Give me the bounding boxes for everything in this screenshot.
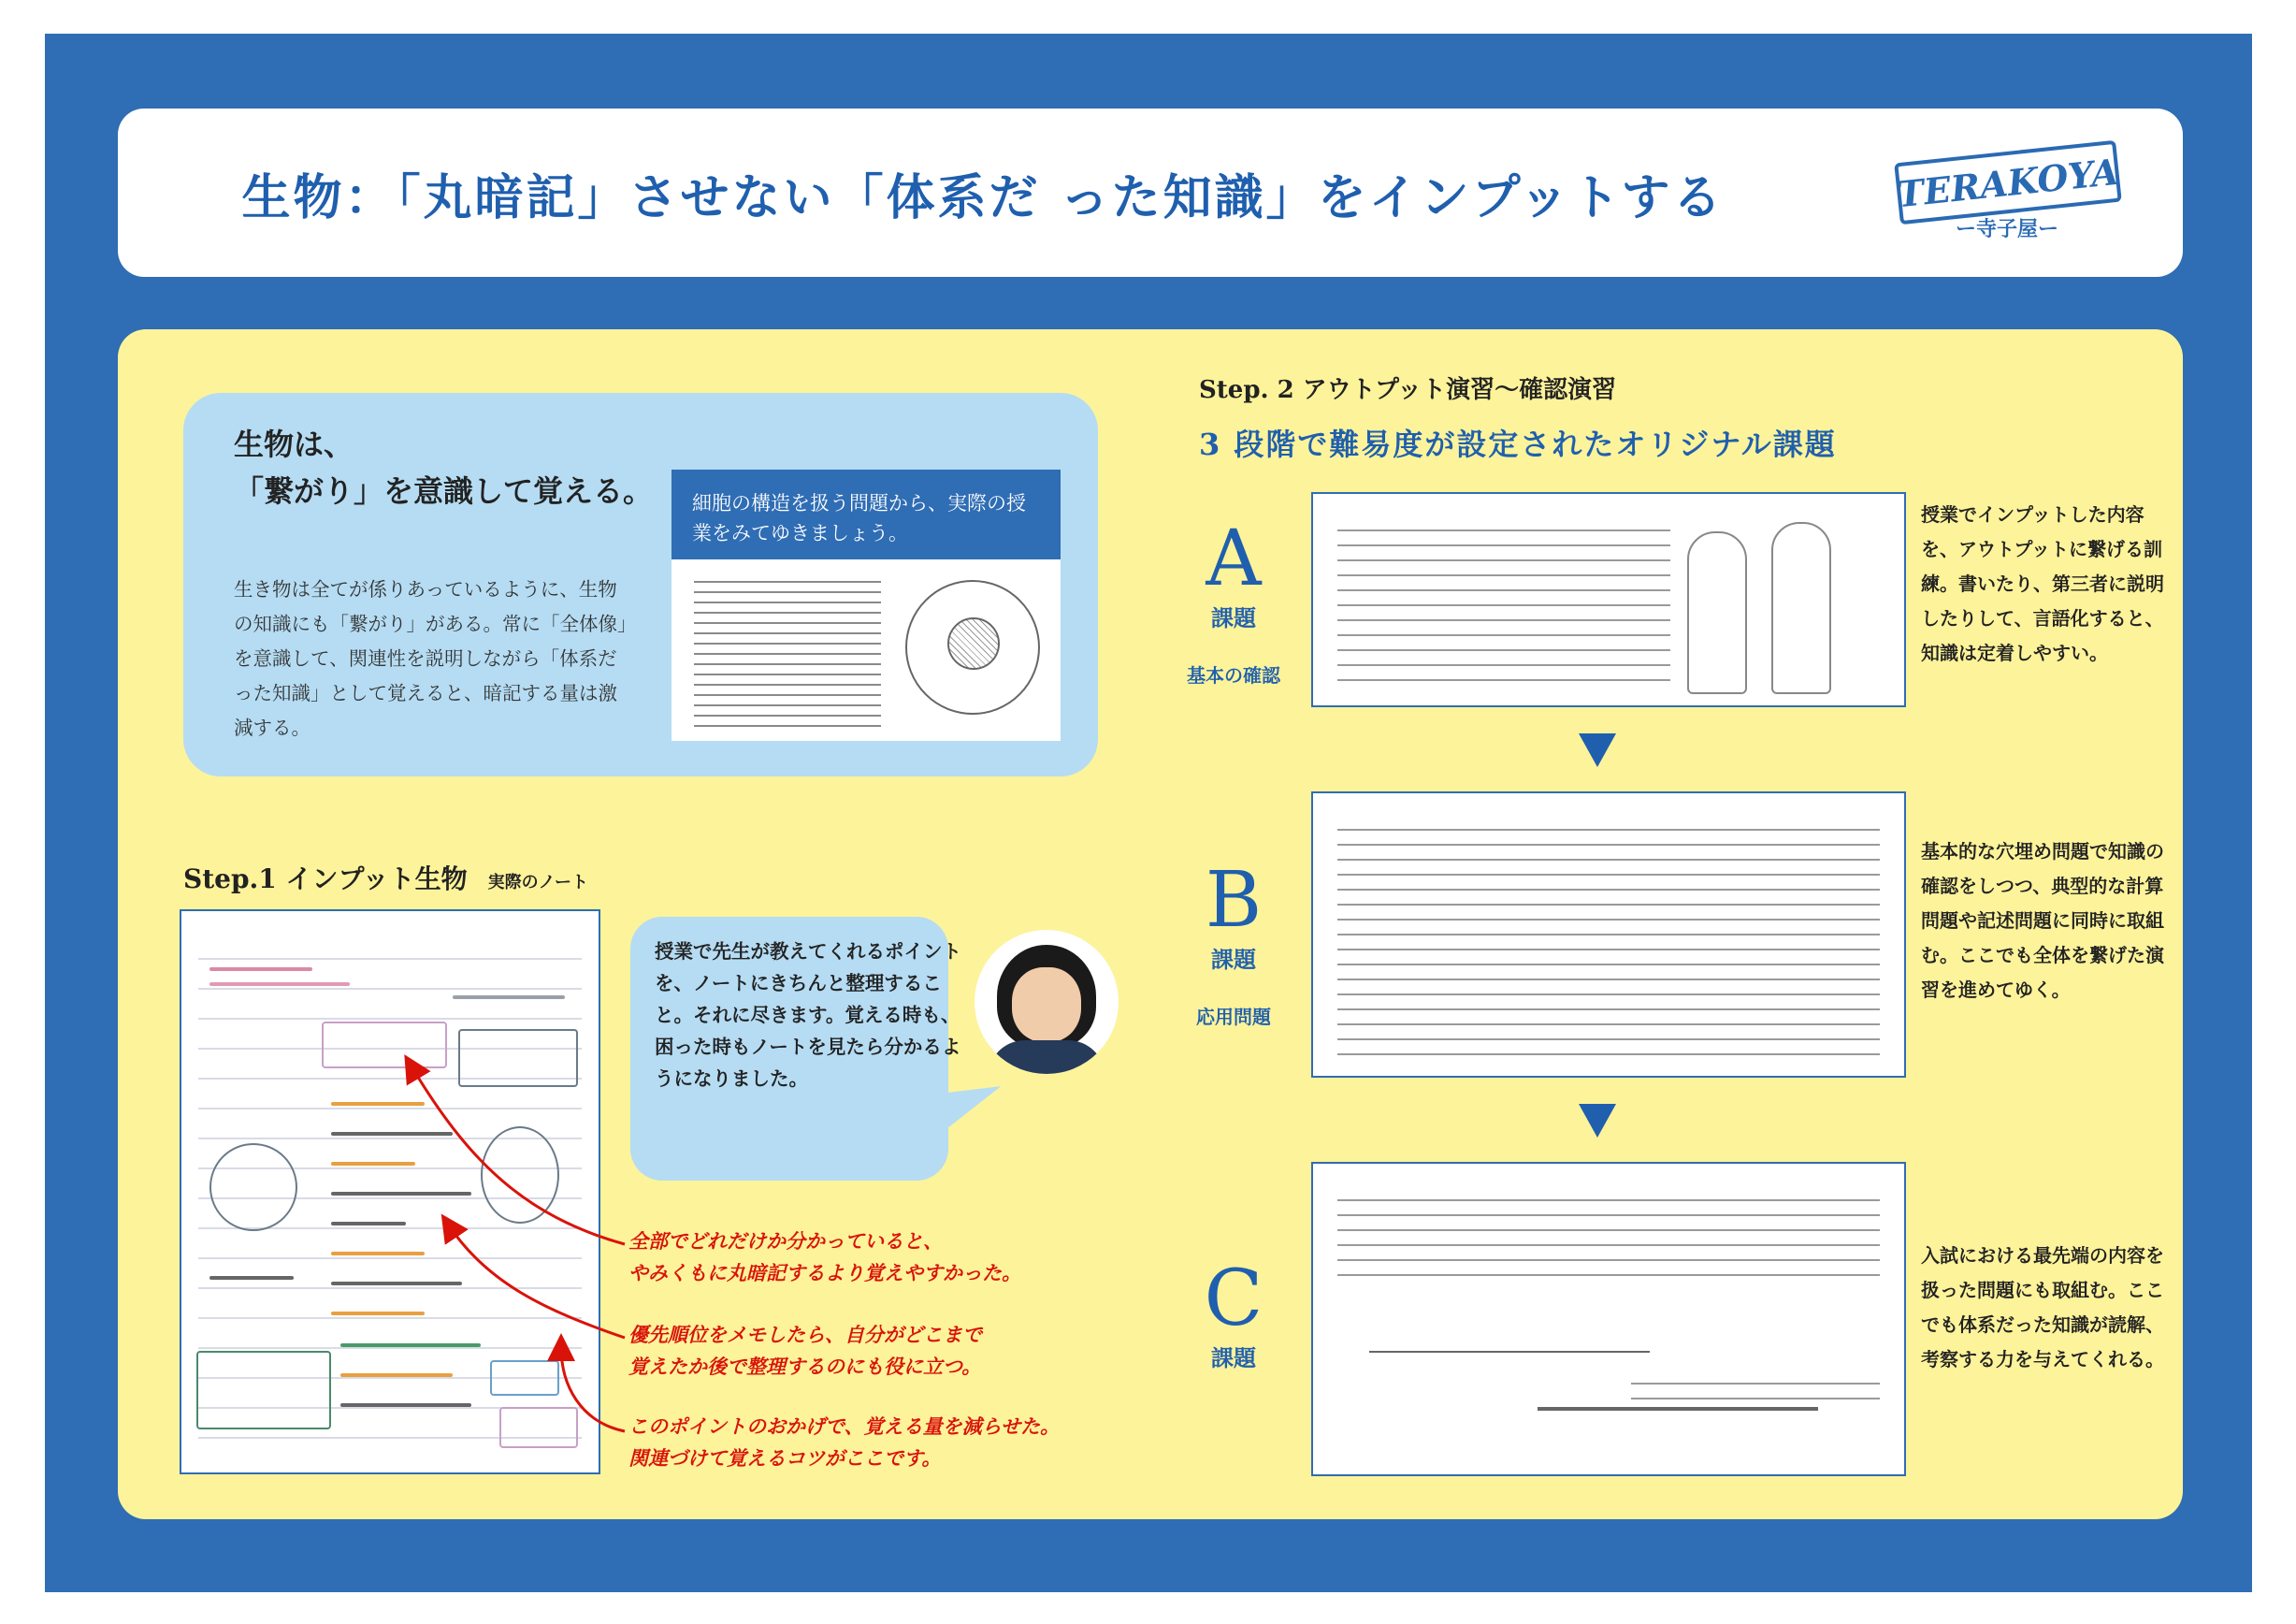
level-b-sub: 応用問題 — [1196, 1006, 1271, 1028]
intro-heading-line2: 「繋がり」を意識して覚える。 — [234, 473, 654, 509]
level-b-letter: B — [1205, 856, 1263, 945]
worksheet-c-text-image-lower — [1631, 1370, 1880, 1409]
level-b-label: 課題 — [1211, 947, 1256, 973]
step2-title: Step. 2 アウトプット演習～確認演習 — [1199, 376, 1617, 404]
worksheet-b-text-image — [1337, 816, 1880, 1055]
worksheet-b — [1311, 791, 1906, 1078]
level-a-letter: A — [1206, 515, 1262, 603]
step2-subtitle: 3 段階で難易度が設定されたオリジナル課題 — [1199, 427, 1837, 462]
level-a — [1173, 515, 1294, 688]
note-comment-1: 全部でどれだけか分かっていると、 やみくもに丸暗記するより覚えやすかった。 — [628, 1230, 1021, 1284]
worksheet-a-text-image — [1337, 516, 1670, 685]
graph-diagram-image — [1369, 1295, 1650, 1353]
neuron-diagram-image — [1538, 1407, 1818, 1411]
level-c-description: 入試における最先端の内容を扱った問題にも取組む。ここでも体系だった知識が読解、考察する力を与えてくれる。 — [1921, 1244, 2164, 1370]
logo-sub-text: ー寺子屋ー — [1955, 217, 2058, 241]
level-a-sub: 基本の確認 — [1187, 664, 1280, 687]
student-quote: 授業で先生が教えてくれるポイントを、ノートにきちんと整理すること。それに尽きます。覚える時も、困った時もノートを見たら分かるようになりました。 — [655, 940, 961, 1090]
note-comment-3: このポイントのおかげで、覚える量を減らせた。 関連づけて覚えるコツがここです。 — [628, 1415, 1060, 1470]
arrow-to-note-1 — [412, 1066, 625, 1244]
level-a-description: 授業でインプットした内容を、アウトプットに繋げる訓練。書いたり、第三者に説明したりして、言語化すると、知識は定着しやすい。 — [1921, 503, 2164, 664]
down-arrow-icon — [1579, 1104, 1616, 1138]
page-title: 生物：「丸暗記」させない「体系だ った知識」をインプットする — [241, 168, 1725, 226]
cell-card-caption: 細胞の構造を扱う問題から、実際の授業をみてゆきましょう。 — [671, 470, 1061, 559]
level-c-label: 課題 — [1211, 1345, 1256, 1371]
intro-heading-line1: 生物は、 — [234, 427, 354, 462]
level-b-description: 基本的な穴埋め問題で知識の確認をしつつ、典型的な計算問題や記述問題に同時に取組む。ここでも全体を繋げた演習を進めてゆく。 — [1921, 840, 2164, 1001]
down-arrow-icon — [1579, 733, 1616, 767]
logo-main-text: TERAKOYA — [1894, 140, 2122, 225]
students-illustration — [1687, 531, 1747, 694]
step1-title: Step.1 インプット生物 — [183, 863, 468, 894]
worksheet-a — [1311, 492, 1906, 707]
step1-subtitle: 実際のノート — [487, 873, 589, 892]
intro-body-text: 生き物は全てが係りあっているように、生物の知識にも「繋がり」がある。常に「全体像」を意識して、関連性を説明しながら「体系だった知識」として覚えると、暗記する量は激減する。 — [234, 578, 628, 739]
students-illustration — [1771, 522, 1831, 694]
level-b — [1173, 856, 1294, 1029]
level-c — [1173, 1254, 1294, 1372]
level-a-label: 課題 — [1211, 605, 1256, 631]
worksheet-c-text-image — [1337, 1186, 1880, 1287]
level-c-letter: C — [1204, 1254, 1264, 1343]
arrow-to-note-2 — [449, 1225, 625, 1338]
arrow-to-note-3 — [561, 1347, 625, 1431]
note-comment-2: 優先順位をメモしたら、自分がどこまで 覚えたか後で整理するのにも役に立つ。 — [628, 1324, 982, 1378]
worksheet-c — [1311, 1162, 1906, 1476]
